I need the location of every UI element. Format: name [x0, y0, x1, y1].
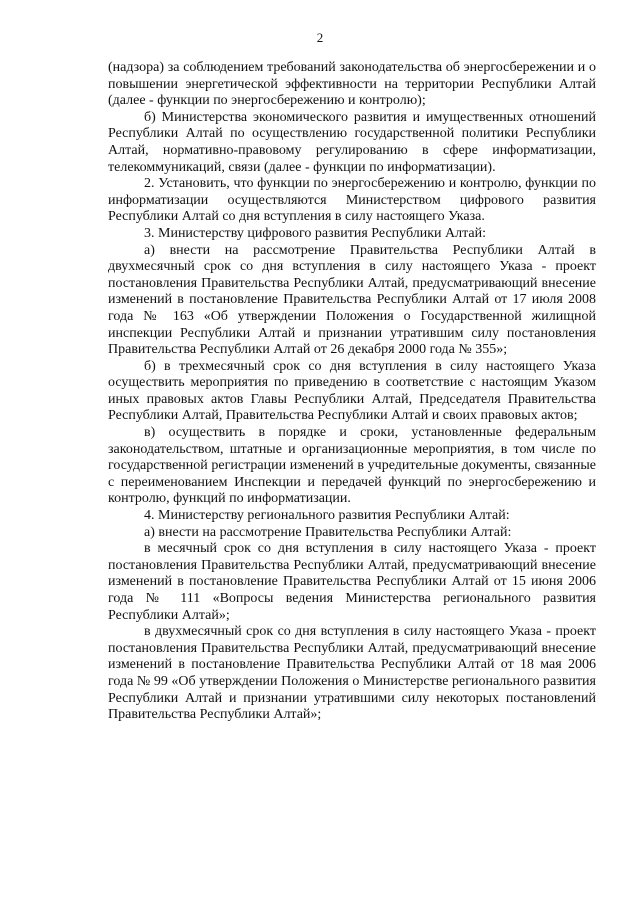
paragraph-4a-1: в месячный срок со дня вступления в силу настоящего Указа - проект постановления Правительства Республики Алтай, предусматривающий внесение изменений в постановление Правительства Республики Алтай от 15 июня 2006 года № 111 «Вопросы ведения Министерства регионального развития Республики Алтай»;: [108, 541, 596, 623]
paragraph-3b: б) в трехмесячный срок со дня вступления в силу настоящего Указа осуществить мероприятия по приведению в соответствие с настоящим Указом иных правовых актов Главы Республики Алтай, Председателя Правительства Республики Алтай, Правительства Республики Алтай и своих правовых актов;: [108, 358, 596, 424]
paragraph-3a: а) внести на рассмотрение Правительства Республики Алтай в двухмесячный срок со дня вступления в силу настоящего Указа - проект постановления Правительства Республики Алтай, предусматривающий внесение изменений в постановление Правительства Республики Алтай от 17 июля 2008 года № 163 «Об утверждении Положения о Государственной жилищной инспекции Республики Алтай и признании утратившим силу постановления Правительства Республики Алтай от 26 декабря 2000 года № 355»;: [108, 242, 596, 358]
paragraph-2: 2. Установить, что функции по энергосбережению и контролю, функции по информатизации осуществляются Министерством цифрового развития Республики Алтай со дня вступления в силу настоящего Указа.: [108, 176, 596, 225]
paragraph-1b: б) Министерства экономического развития и имущественных отношений Республики Алтай по осуществлению государственной политики Республики Алтай, нормативно-правовому регулированию в сфере информатизации, телекоммуникаций, связи (далее - функции по информатизации).: [108, 109, 596, 175]
document-body: [108, 60, 596, 724]
paragraph-4a: а) внести на рассмотрение Правительства Республики Алтай:: [144, 524, 512, 540]
paragraph-4: 4. Министерству регионального развития Республики Алтай:: [144, 508, 510, 524]
paragraph-3c: в) осуществить в порядке и сроки, установленные федеральным законодательством, штатные и организационные мероприятия, в том числе по государственной регистрации изменений в учредительные документы, связанные с переименованием Инспекции и передачей функций по энергосбережению и контролю, функций по информатизации.: [108, 425, 596, 507]
paragraph-4a-2: в двухмесячный срок со дня вступления в силу настоящего Указа - проект постановления Правительства Республики Алтай, предусматривающий внесение изменений в постановление Правительства Республики Алтай от 18 мая 2006 года № 99 «Об утверждении Положения о Министерстве регионального развития Республики Алтай и признании утратившими силу некоторых постановлений Правительства Республики Алтай»;: [108, 624, 596, 723]
page-number: 2: [316, 30, 324, 45]
paragraph-3: 3. Министерству цифрового развития Республики Алтай:: [144, 225, 487, 241]
paragraph-continuation: (надзора) за соблюдением требований законодательства об энергосбережении и о повышении энергетической эффективности на территории Республики Алтай (далее - функции по энергосбережению и контролю);: [108, 60, 596, 109]
